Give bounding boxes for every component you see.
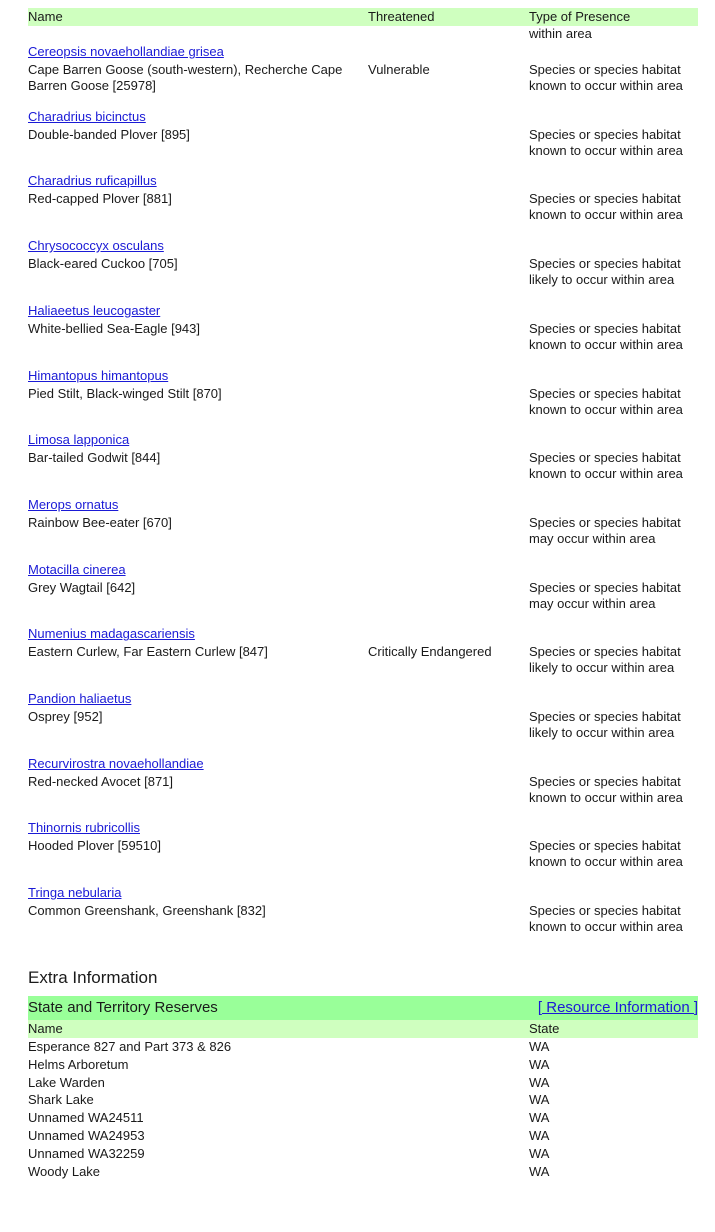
species-row (28, 303, 708, 367)
species-common-name: Pied Stilt, Black-winged Stilt [870] (28, 385, 222, 401)
species-common-name: Common Greenshank, Greenshank [832] (28, 903, 266, 919)
species-row (28, 691, 708, 755)
species-scientific-name-link[interactable]: Limosa lapponica (28, 432, 130, 448)
species-common-name: Red-necked Avocet [871] (28, 773, 174, 789)
species-scientific-name-link[interactable]: Charadrius bicinctus (28, 108, 146, 124)
reserves-table-header (28, 1020, 698, 1038)
species-scientific-name-link[interactable]: Tringa nebularia (28, 885, 122, 901)
species-row (28, 497, 708, 561)
species-scientific-name-link[interactable]: Thinornis rubricollis (28, 820, 140, 836)
species-row (28, 885, 708, 949)
reserve-name: Unnamed WA24953 (28, 1128, 145, 1143)
species-scientific-name-link[interactable]: Motacilla cinerea (28, 561, 126, 577)
species-presence-type: Species or species habitat may occur within area (529, 514, 681, 546)
reserve-state: WA (529, 1056, 550, 1072)
reserve-name: Lake Warden (28, 1074, 105, 1090)
species-row (28, 820, 708, 884)
reserve-row (28, 1128, 698, 1146)
species-scientific-name-link[interactable]: Himantopus himantopus (28, 367, 169, 383)
species-common-name: Rainbow Bee-eater [670] (28, 514, 172, 530)
reserve-name: Unnamed WA24511 (28, 1110, 144, 1126)
species-presence-type: Species or species habitat likely to occur within area (529, 709, 681, 740)
species-presence-type: Species or species habitat known to occur within area (529, 320, 683, 352)
species-presence-type: Species or species habitat known to occur within area (529, 385, 683, 417)
reserve-name: Helms Arboretum (28, 1056, 129, 1072)
column-header-threatened: Threatened (368, 9, 435, 24)
species-row (28, 368, 708, 432)
species-presence-type: Species or species habitat known to occur within area (529, 126, 683, 158)
species-row (28, 238, 708, 302)
species-common-name: Osprey [952] (28, 709, 103, 724)
reserve-row (28, 1164, 698, 1182)
reserves-section-header (28, 996, 698, 1020)
reserve-row (28, 1057, 698, 1075)
species-common-name: Red-capped Plover [881] (28, 191, 172, 207)
continued-presence-text: within area (529, 26, 592, 41)
species-presence-type: Species or species habitat known to occur within area (529, 62, 683, 93)
species-scientific-name-link[interactable]: Numenius madagascariensis (28, 626, 195, 642)
reserve-row (28, 1075, 698, 1093)
reserve-state: WA (529, 1110, 550, 1126)
extra-information-heading: Extra Information (28, 968, 158, 987)
reserve-name: Woody Lake (28, 1163, 101, 1179)
column-header-state: State (529, 1021, 560, 1036)
species-scientific-name-link[interactable]: Recurvirostra novaehollandiae (28, 755, 204, 771)
reserve-state: WA (529, 1092, 550, 1108)
reserve-state: WA (529, 1039, 550, 1054)
species-presence-type: Species or species habitat known to occur within area (529, 773, 683, 805)
reserve-state: WA (529, 1074, 550, 1090)
species-scientific-name-link[interactable]: Chrysococcyx osculans (28, 238, 164, 254)
species-presence-type: Species or species habitat known to occur within area (529, 191, 683, 223)
reserve-row (28, 1039, 698, 1057)
reserve-row (28, 1146, 698, 1164)
species-common-name: Bar-tailed Godwit [844] (28, 450, 161, 466)
species-row (28, 44, 708, 108)
species-common-name: Grey Wagtail [642] (28, 579, 136, 595)
species-common-name: Hooded Plover [59510] (28, 838, 161, 854)
species-scientific-name-link[interactable]: Haliaeetus leucogaster (28, 302, 161, 318)
species-presence-type: Species or species habitat likely to occur within area (529, 256, 681, 288)
reserve-name: Shark Lake (28, 1092, 94, 1108)
species-row (28, 173, 708, 237)
species-common-name: Eastern Curlew, Far Eastern Curlew [847] (28, 644, 268, 660)
species-row (28, 562, 708, 626)
reserve-row (28, 1092, 698, 1110)
species-scientific-name-link[interactable]: Charadrius ruficapillus (28, 173, 157, 189)
species-row (28, 626, 708, 690)
column-header-reserve-name: Name (28, 1021, 63, 1036)
species-threatened-status: Critically Endangered (368, 644, 492, 660)
reserves-section-title: State and Territory Reserves (28, 999, 218, 1016)
species-presence-type: Species or species habitat known to occur within area (529, 903, 683, 935)
species-scientific-name-link[interactable]: Merops ornatus (28, 496, 119, 512)
species-presence-type: Species or species habitat likely to occur within area (529, 644, 681, 676)
species-common-name: Cape Barren Goose (south-western), Recherche Cape Barren Goose [25978] (28, 62, 343, 93)
species-row (28, 756, 708, 820)
resource-information-link[interactable]: [ Resource Information ] (537, 999, 698, 1016)
reserve-state: WA (529, 1163, 550, 1179)
species-scientific-name-link[interactable]: Cereopsis novaehollandiae grisea (28, 44, 224, 59)
column-header-name: Name (28, 9, 63, 24)
species-presence-type: Species or species habitat known to occur within area (529, 838, 683, 870)
species-common-name: Double-banded Plover [895] (28, 126, 190, 142)
species-table-header (28, 8, 698, 26)
species-threatened-status: Vulnerable (368, 62, 430, 77)
reserve-state: WA (529, 1128, 550, 1143)
species-common-name: Black-eared Cuckoo [705] (28, 256, 178, 272)
column-header-presence: Type of Presence (529, 9, 631, 24)
species-presence-type: Species or species habitat known to occur within area (529, 450, 683, 482)
species-presence-type: Species or species habitat may occur within area (529, 579, 681, 611)
reserve-row (28, 1110, 698, 1128)
reserve-state: WA (529, 1145, 550, 1161)
species-scientific-name-link[interactable]: Pandion haliaetus (28, 691, 132, 706)
species-row (28, 432, 708, 496)
species-common-name: White-bellied Sea-Eagle [943] (28, 320, 200, 336)
species-row (28, 109, 708, 173)
reserve-name: Unnamed WA32259 (28, 1145, 145, 1161)
reserve-name: Esperance 827 and Part 373 & 826 (28, 1039, 232, 1054)
